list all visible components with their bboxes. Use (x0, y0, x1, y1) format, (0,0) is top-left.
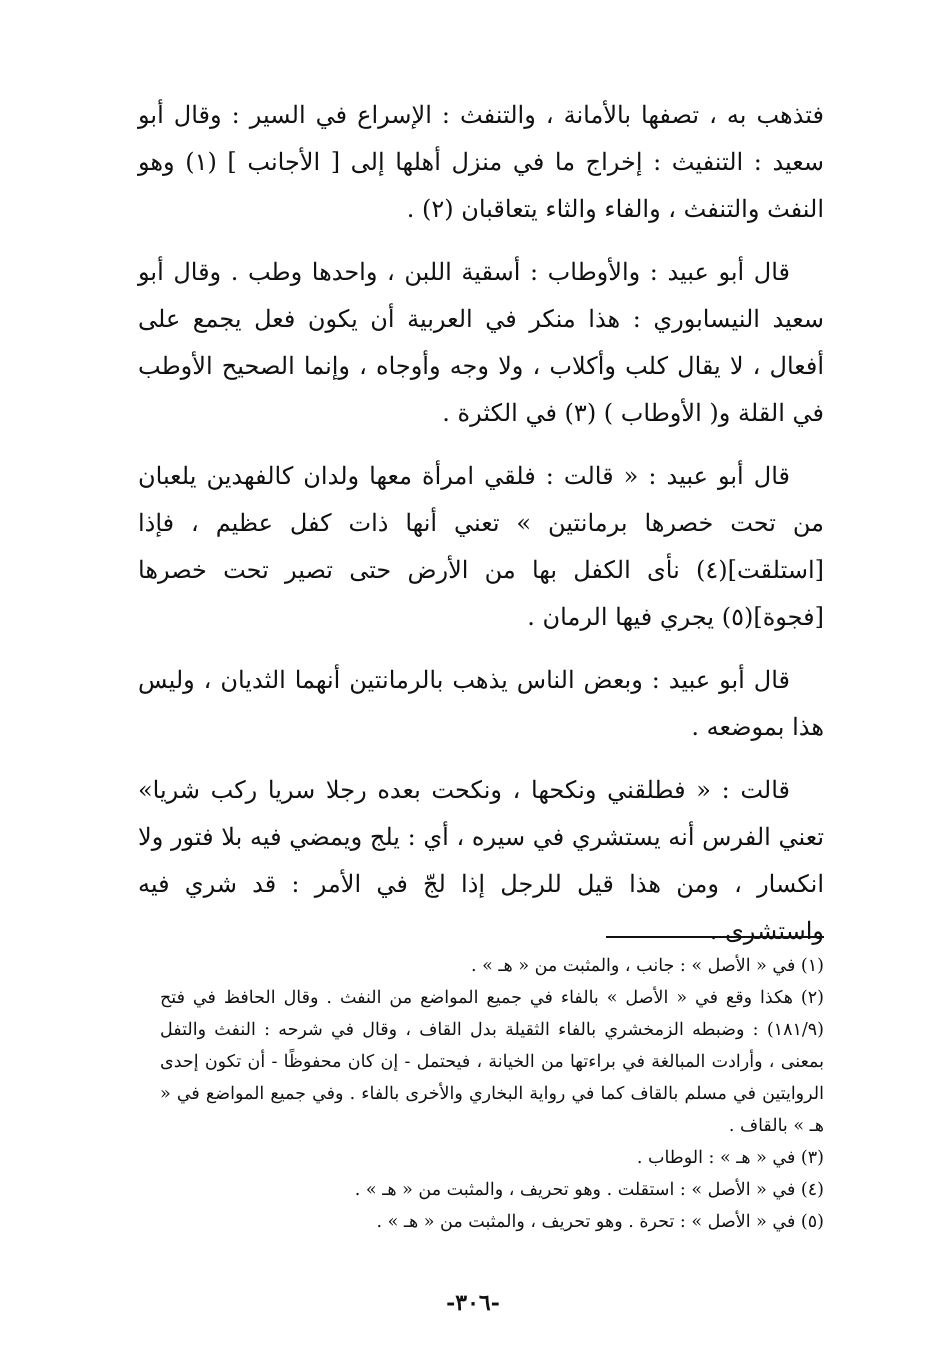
footnotes (160, 950, 824, 1238)
paragraph-3: قال أبو عبيد : « قالت : فلقي امرأة معها ولدان كالفهدين يلعبان من تحت خصرها برمانتين » تعني أنها ذات كفل عظيم ، فإذا [استلقت](٤) نأى الكفل بها من الأرض حتى تصير تحت خصرها [فجوة](٥) يجري فيها الرمان . (138, 462, 824, 631)
footnote-1: (١) في « الأصل » : جانب ، والمثبت من « هـ » . (471, 956, 824, 976)
paragraph-5: قالت : « فطلقني ونكحها ، ونكحت بعده رجلا سريا ركب شريا» تعني الفرس أنه يستشري في سيره ، أي : يلج ويمضي فيه بلا فتور ولا انكسار ، ومن هذا قيل للرجل إذا لجّ في الأمر : قد شري فيه واستشرى . (138, 776, 824, 945)
paragraph-1: فتذهب به ، تصفها بالأمانة ، والتنفث : الإسراع في السير : وقال أبو سعيد : التنفيث : إخراج ما في منزل أهلها إلى [ الأجانب ] (١) وهو النفث والتنفث ، والفاء والثاء يتعاقبان (٢) . (138, 101, 824, 223)
main-text (138, 92, 824, 971)
page-number: -٣٠٦- (446, 1290, 500, 1316)
footnote-2: (٢) هكذا وقع في « الأصل » بالفاء في جميع المواضع من النفث . وقال الحافظ في فتح (١٨١/٩) : وضبطه الزمخشري بالفاء الثقيلة بدل القاف ، وقال في شرحه : النفث والتفل بمعنى ، وأرادت المبالغة في براءتها من الخيانة ، فيحتمل - إن كان محفوظًا - أن تكون إحدى الروايتين في مسلم بالقاف كما في رواية البخاري والأخرى بالفاء . وفي جميع المواضع في « هـ » بالقاف . (160, 988, 824, 1136)
paragraph-2: قال أبو عبيد : والأوطاب : أسقية اللبن ، واحدها وطب . وقال أبو سعيد النيسابوري : هذا منكر في العربية أن يكون فعل يجمع على أفعال ، لا يقال كلب وأكلاب ، ولا وجه وأوجاه ، وإنما الصحيح الأوطب في القلة و( الأوطاب ) (٣) في الكثرة . (138, 258, 824, 427)
footnote-3: (٣) في « هـ » : الوطاب . (636, 1148, 824, 1168)
footnote-5: (٥) في « الأصل » : تحرة . وهو تحريف ، والمثبت من « هـ » . (376, 1212, 824, 1232)
footnote-divider (606, 936, 824, 938)
footnote-4: (٤) في « الأصل » : استقلت . وهو تحريف ، والمثبت من « هـ » . (354, 1180, 824, 1200)
paragraph-4: قال أبو عبيد : وبعض الناس يذهب بالرمانتين أنهما الثديان ، وليس هذا بموضعه . (138, 666, 824, 741)
